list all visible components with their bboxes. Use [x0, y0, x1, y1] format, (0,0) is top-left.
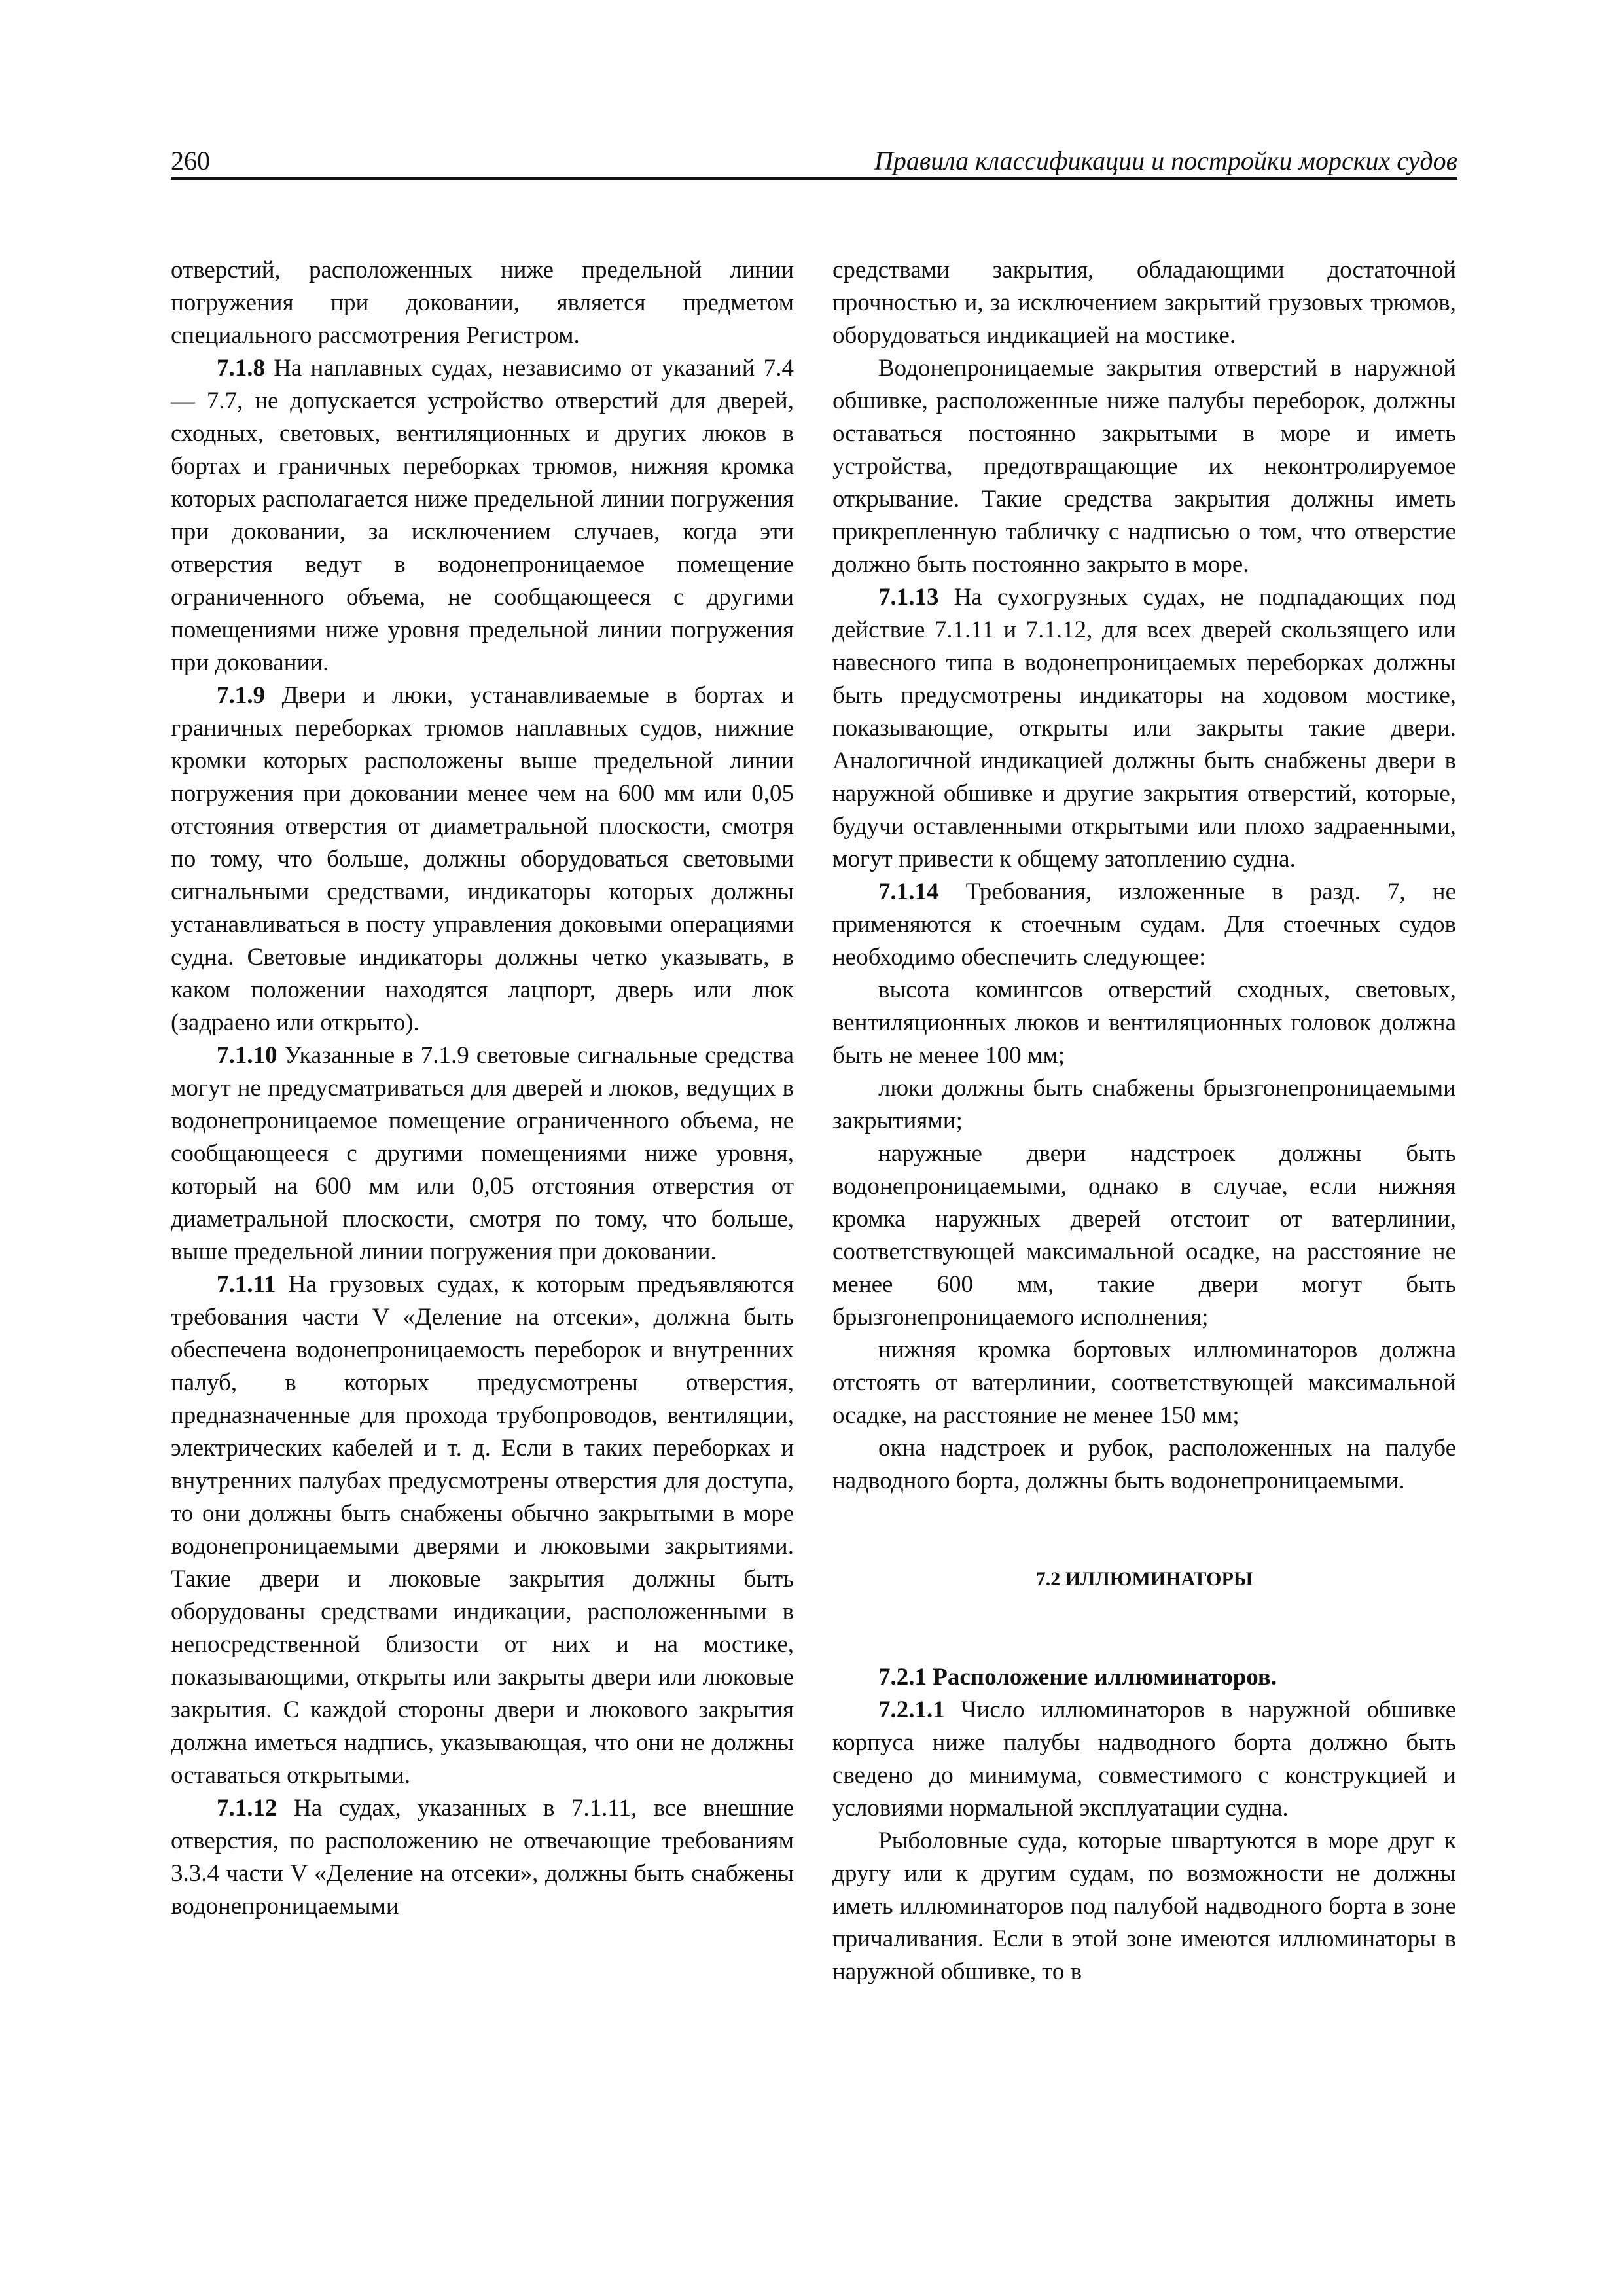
clause-text: Требования, изложенные в разд. 7, не применяются к стоечным судам. Для стоечных судов необходимо обеспечить следующее:	[832, 878, 1456, 971]
clause-text: Указанные в 7.1.9 световые сигнальные средства могут не предусматриваться для дверей и люков, ведущих в водонепроницаемое помещение ограниченного объема, не сообщающееся с другими помещениями ниже уровня, который на 600 мм или 0,05 отстояния отверстия от диаметральной плоскости, смотря по тому, что больше, выше предельной линии погружения при доковании.	[171, 1042, 794, 1265]
header-rule	[171, 177, 1457, 180]
clause-number: 7.1.14	[878, 878, 939, 905]
clause-number: 7.1.10	[217, 1042, 277, 1069]
section-heading: 7.2 ИЛЛЮМИНАТОРЫ	[1035, 1568, 1253, 1590]
clause-number: 7.2.1.1	[878, 1696, 945, 1723]
paragraph-7-1-10	[171, 1039, 794, 1268]
paragraph: Рыболовные суда, которые швартуются в море друг к другу или к другим судам, по возможности не должны иметь иллюминаторов под палубой надводного борта в зоне причаливания. Если в этой зоне имеются иллюминаторы в наружной обшивке, то в	[832, 1827, 1456, 1985]
list-item: высота комингсов отверстий сходных, световых, вентиляционных люков и вентиляционных головок должна быть не менее 100 мм;	[832, 977, 1456, 1069]
clause-text: На наплавных судах, независимо от указаний 7.4 — 7.7, не допускается устройство отверстий для дверей, сходных, световых, вентиляционных и других люков в бортах и граничных переборках трюмов, нижняя кромка которых располагается ниже предельной линии погружения при доковании, за исключением случаев, когда эти отверстия ведут в водонепроницаемое помещение ограниченного объема, не сообщающееся с другими помещениями ниже уровня предельной линии погружения при доковании.	[171, 355, 794, 676]
clause-text: Число иллюминаторов в наружной обшивке корпуса ниже палубы надводного борта должно быть сведено до минимума, совместимого с конструкцией и условиями нормальной эксплуатации судна.	[832, 1696, 1456, 1821]
spacer	[832, 1596, 1456, 1661]
list-item: нижняя кромка бортовых иллюминаторов должна отстоять от ватерлинии, соответствующей максимальной осадке, на расстояние не менее 150 мм;	[832, 1336, 1456, 1429]
clause-text: На грузовых судах, к которым предъявляются требования части V «Деление на отсеки», должна быть обеспечена водонепроницаемость переборок и внутренних палуб, в которых предусмотрены отверстия, предназначенные для прохода трубопроводов, вентиляции, электрических кабелей и т. д. Если в таких переборках и внутренних палубах предусмотрены отверстия для доступа, то они должны быть снабжены обычно закрытыми в море водонепроницаемыми дверями и люковыми закрытиями. Такие двери и люковые закрытия должны быть оборудованы средствами индикации, расположенными в непосредственной близости от них и на мостике, показывающими, открыты или закрыты двери или люковые закрытия. С каждой стороны двери и люкового закрытия должна иметься надпись, указывающая, что они не должны оставаться открытыми.	[171, 1271, 794, 1789]
clause-number: 7.1.11	[217, 1271, 276, 1298]
clause-number: 7.1.13	[878, 584, 939, 611]
paragraph: средствами закрытия, обладающими достаточной прочностью и, за исключением закрытий грузовых трюмов, оборудоваться индикацией на мостике.	[832, 257, 1456, 349]
page-number: 260	[171, 146, 210, 175]
paragraph-7-1-11	[171, 1268, 794, 1792]
subsection-heading	[832, 1661, 1456, 1694]
spacer	[832, 1498, 1456, 1563]
left-column	[171, 254, 794, 1923]
clause-text: На сухогрузных судах, не подпадающих под действие 7.1.11 и 7.1.12, для всех дверей скользящего или навесного типа в водонепроницаемых переборках должны быть предусмотрены индикаторы на ходовом мостике, показывающие, открыты или закрыты такие двери. Аналогичной индикацией должны быть снабжены двери в наружной обшивке и другие закрытия отверстий, которые, будучи оставленными открытыми или плохо задраенными, могут привести к общему затоплению судна.	[832, 584, 1456, 872]
subsection-title: 7.2.1 Расположение иллюминаторов.	[878, 1664, 1277, 1691]
paragraph-7-2-1-1	[832, 1694, 1456, 1825]
right-column	[832, 254, 1456, 1988]
paragraph: отверстий, расположенных ниже предельной линии погружения при доковании, является предметом специального рассмотрения Регистром.	[171, 257, 794, 349]
paragraph-7-1-9	[171, 679, 794, 1039]
clause-number: 7.1.12	[217, 1795, 277, 1821]
clause-number: 7.1.9	[217, 682, 265, 709]
paragraph-7-1-14	[832, 876, 1456, 974]
running-title: Правила классификации и постройки морских судов	[874, 146, 1457, 175]
paragraph-7-1-12	[171, 1792, 794, 1923]
clause-text: Двери и люки, устанавливаемые в бортах и граничных переборках трюмов наплавных судов, нижние кромки которых расположены выше предельной линии погружения при доковании менее чем на 600 мм или 0,05 отстояния отверстия от диаметральной плоскости, смотря по тому, что больше, должны оборудоваться световыми сигнальными средствами, индикаторы которых должны устанавливаться в посту управления доковыми операциями судна. Световые индикаторы должны четко указывать, в каком положении находятся лацпорт, дверь или люк (задраено или открыто).	[171, 682, 794, 1036]
paragraph-7-1-13	[832, 581, 1456, 876]
paragraph-7-1-8	[171, 352, 794, 679]
clause-number: 7.1.8	[217, 355, 265, 382]
list-item: люки должны быть снабжены брызгонепроницаемыми закрытиями;	[832, 1075, 1456, 1134]
list-item: окна надстроек и рубок, расположенных на палубе надводного борта, должны быть водонепроницаемыми.	[832, 1435, 1456, 1494]
paragraph: Водонепроницаемые закрытия отверстий в наружной обшивке, расположенные ниже палубы переборок, должны оставаться постоянно закрытыми в море и иметь устройства, предотвращающие их неконтролируемое открывание. Такие средства закрытия должны иметь прикрепленную табличку с надписью о том, что отверстие должно быть постоянно закрыто в море.	[832, 355, 1456, 578]
clause-text: На судах, указанных в 7.1.11, все внешние отверстия, по расположению не отвечающие требованиям 3.3.4 части V «Деление на отсеки», должны быть снабжены водонепроницаемыми	[171, 1795, 794, 1920]
list-item: наружные двери надстроек должны быть водонепроницаемыми, однако в случае, если нижняя кромка наружных дверей отстоит от ватерлинии, соответствующей максимальной осадке, на расстояние не менее 600 мм, такие двери могут быть брызгонепроницаемого исполнения;	[832, 1140, 1456, 1331]
